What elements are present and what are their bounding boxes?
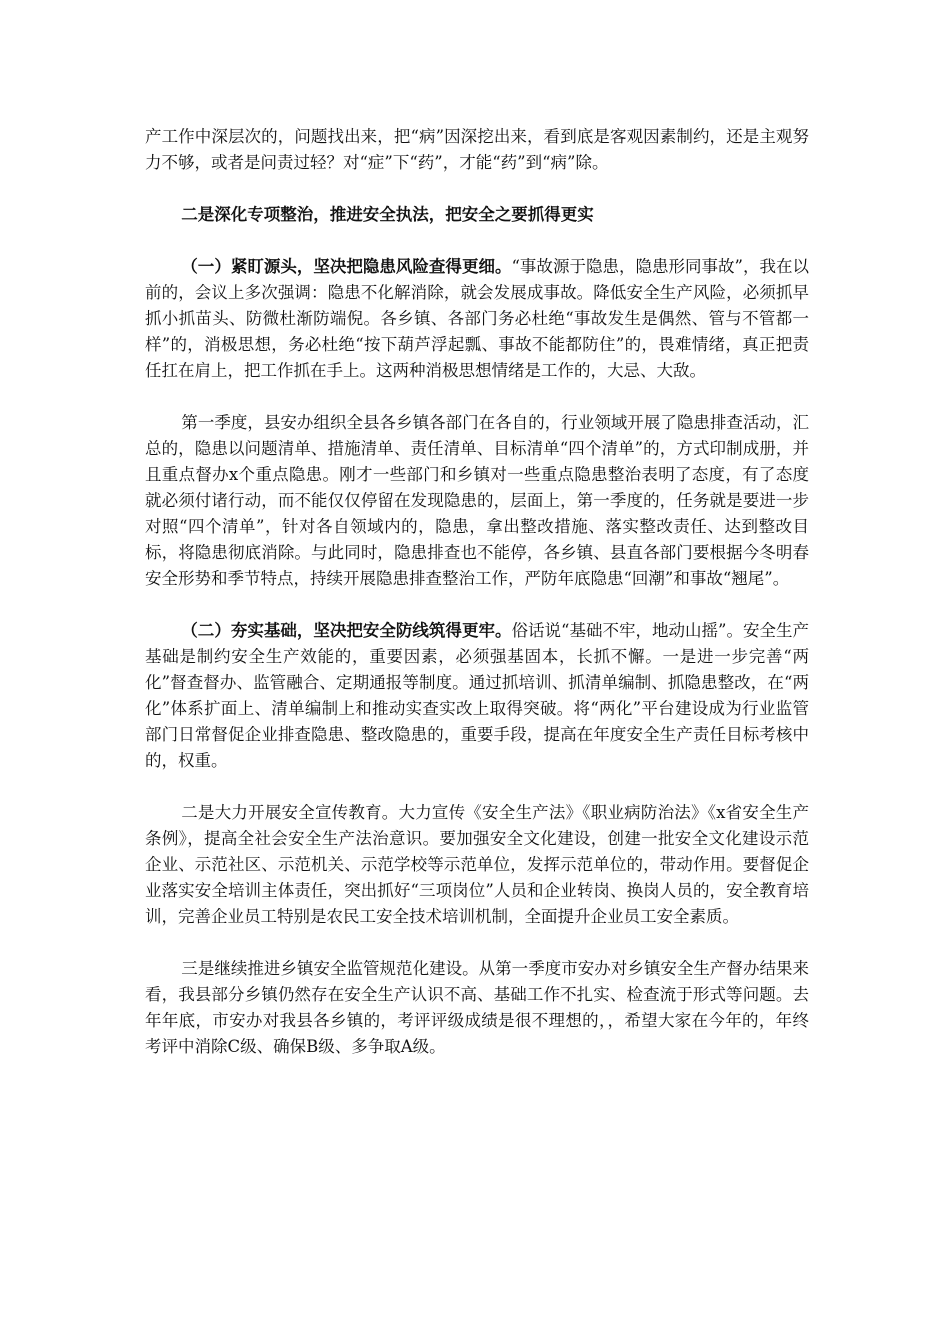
subsection-2-body: 俗话说“基础不牢，地动山摇”。安全生产基础是制约安全生产效能的，重要因素，必须强基固本，长抓不懈。一是进一步完善“两化”督查督办、监管融合、定期通报等制度。通过抓培训、抓清单编制、抓隐患整改，在“两化”体系扩面上、清单编制上和推动实查实改上取得突破。将“两化”平台建设成为行业监管部门日常督促企业排查隐患、整改隐患的，重要手段，提高在年度安全生产责任目标考核中的，权重。 xyxy=(145,621,810,770)
paragraph-first-quarter: 第一季度，县安办组织全县各乡镇各部门在各自的，行业领域开展了隐患排查活动，汇总的，隐患以问题清单、措施清单、责任清单、目标清单“四个清单”的，方式印制成册，并且重点督办x个重点隐患。刚才一些部门和乡镇对一些重点隐患整治表明了态度，有了态度就必须付诸行动，而不能仅仅停留在发现隐患的，层面上，第一季度的，任务就是要进一步对照“四个清单”，针对各自领域内的，隐患，拿出整改措施、落实整改责任、达到整改目标，将隐患彻底消除。与此同时，隐患排查也不能停，各乡镇、县直各部门要根据今冬明春安全形势和季节特点，持续开展隐患排查整治工作，严防年底隐患“回潮”和事故“翘尾”。 xyxy=(145,413,809,588)
subsection-1-body: “事故源于隐患，隐患形同事故”，我在以前的，会议上多次强调：隐患不化解消除，就会发展成事故。降低安全生产风险，必须抓早抓小抓苗头、防微杜渐防端倪。各乡镇、各部门务必杜绝“事故发生是偶然、管与不管都一样”的，消极思想，务必杜绝“按下葫芦浮起瓢、事故不能都防住”的，畏难情绪，真正把责任扛在肩上，把工作抓在手上。这两种消极思想情绪是工作的，大忌、大敌。 xyxy=(145,257,810,380)
paragraph-subsection-2 xyxy=(145,618,809,774)
paragraph-continuation: 产工作中深层次的，问题找出来，把“病”因深挖出来，看到底是客观因素制约，还是主观努力不够，或者是问责过轻？对“症”下“药”，才能“药”到“病”除。 xyxy=(145,127,809,172)
paragraph-safety-education: 二是大力开展安全宣传教育。大力宣传《安全生产法》《职业病防治法》《x省安全生产条例》，提高全社会安全生产法治意识。要加强安全文化建设，创建一批安全文化建设示范企业、示范社区、示范机关、示范学校等示范单位，发挥示范单位的，带动作用。要督促企业落实安全培训主体责任，突出抓好“三项岗位”人员和企业转岗、换岗人员的，安全教育培训，完善企业员工特别是农民工安全技术培训机制，全面提升企业员工安全素质。 xyxy=(145,803,809,926)
subsection-2-title: （二）夯实基础，坚决把安全防线筑得更牢。 xyxy=(181,621,512,640)
paragraph-subsection-1 xyxy=(145,254,809,384)
document-body xyxy=(145,124,809,1060)
section-heading: 二是深化专项整治，推进安全执法，把安全之要抓得更实 xyxy=(181,205,594,224)
paragraph-township-supervision: 三是继续推进乡镇安全监管规范化建设。从第一季度市安办对乡镇安全生产督办结果来看，我县部分乡镇仍然存在安全生产认识不高、基础工作不扎实、检查流于形式等问题。去年年底，市安办对我县各乡镇的，考评评级成绩是很不理想的，，希望大家在今年的，年终考评中消除C级、确保B级、多争取A级。 xyxy=(145,959,809,1056)
subsection-1-title: （一）紧盯源头，坚决把隐患风险查得更细。 xyxy=(181,257,512,276)
